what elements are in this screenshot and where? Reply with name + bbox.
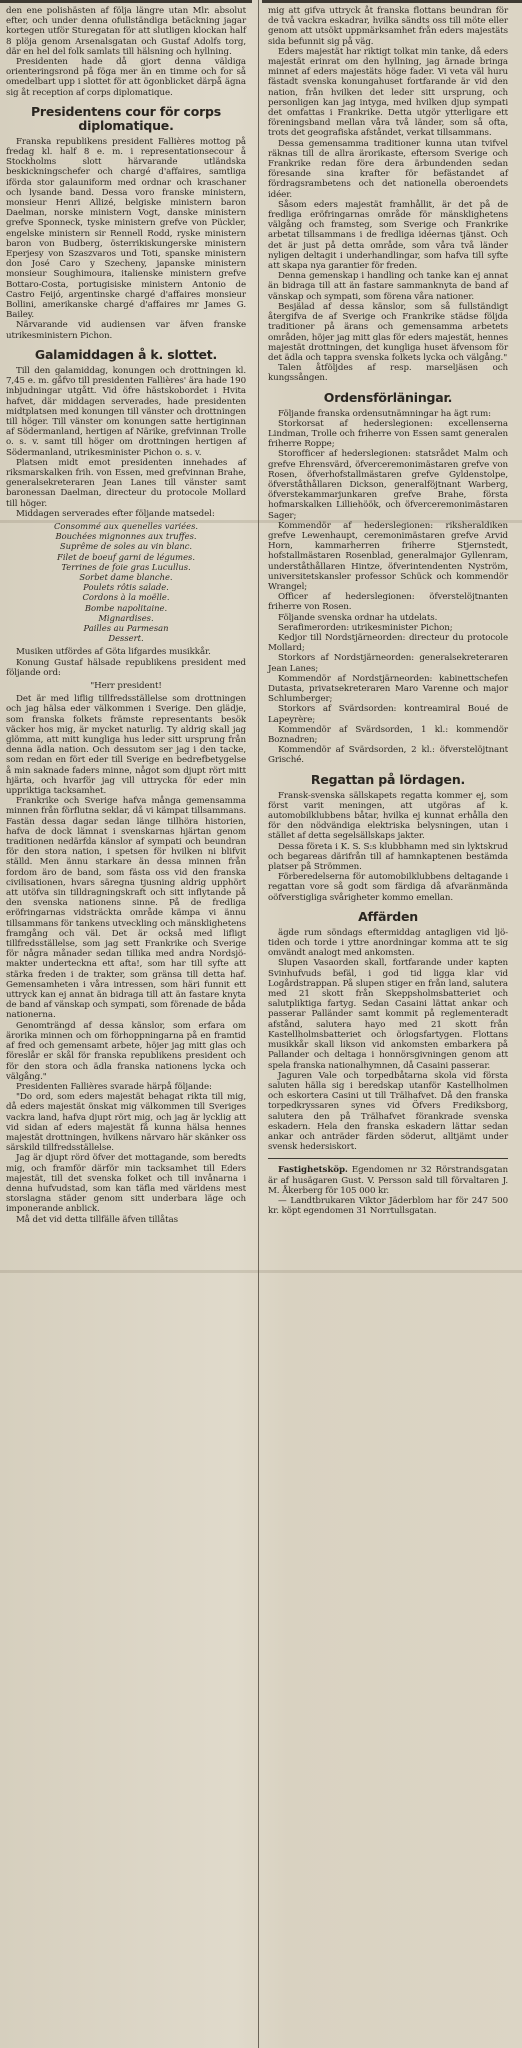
article-paragraph: Franska republikens president Fallières mottog på fredag kl. half 8 e. m. i representationsecour å Stockholms slott härvarande utländska beskickningschefer och chargé d'affaires, samtliga iförda stor galauniform med ordnar och kraschaner och lysande band. Dessa voro franske ministern, monsieur Henri Allizé, belgiske ministern baron Daelman, norske ministern Vogt, danske ministern grefve Sponneck, tyske ministern grefve von Pückler, engelske ministern sir Rennell Rodd, ryske ministern baron von Budberg, österrikiskungerske ministern Eperjesy von Szaszvaros und Toti, spanske ministern don José Caro y Szecheny, japanske ministern monsieur Soughimoura, italienske ministern grefve Bottaro-Costa, portugisiske ministern Antonio de Castro Feijó, argentinske chargé d'affaires monsieur Bollini, amerikanske chargé d'affaires mr James G. Bailey. <box>6 136 246 321</box>
menu-item: Dessert. <box>108 633 144 644</box>
left-column <box>0 0 252 1225</box>
menu-item: Terrines de foie gras Lucullus. <box>61 561 191 572</box>
speech-paragraph: "Do ord, som eders majestät behagat rikta till mig, då eders majestät önskat mig välkommen till Sveriges vackra land, hafva djupt rört mig, och jag är lycklig att vid sidan af eders majestät få kunna hälsa hennes majestät drottningen, hvilkens närvaro här skänker oss särskild tillfredsställelse. <box>6 1092 246 1154</box>
article-paragraph: Kommendör af Svärdsorden, 1 kl.: kommendör Boznadren; <box>268 724 508 746</box>
speech-paragraph: Såsom eders majestät framhållit, är det på de fredliga eröfringarnas område för mänsklighetens välgång och framsteg, som Sverige och Frankrike arbetat tillsammans i de fredliga idéernas tjänst. Och det är just på detta område, som våra två länder nyligen deltagit i underhandlingar, som hafva till syfte att skapa nya garantier för freden. <box>268 199 508 272</box>
article-paragraph: Storofficer af hederslegionen: statsrådet Malm och grefve Ehrensvärd, öfverceremonimästaren grefve von Rosen, öfverhofstallmästaren grefve Gyldenstolpe, öfverståthållaren Dickson, generalföjtnant Warberg, öfverstekammarjunkaren grefve Brahe, första hofmarskalken Lilliehöök, och öfverceremonimästaren Sager; <box>268 449 508 521</box>
menu-list <box>6 521 246 643</box>
menu-item: Pailles au Parmesan <box>83 622 169 633</box>
article-paragraph: Konung Gustaf hälsade republikens president med följande ord: <box>6 657 246 678</box>
paper-fold <box>0 1270 522 1273</box>
menu-item: Bombe napolitaine. <box>84 602 168 613</box>
notice-paragraph <box>268 1165 508 1196</box>
speech-paragraph: Besjälad af dessa känslor, som så fullständigt återgifva de af Sverige och Frankrike städse följda traditioner på ärans och gemensamma arbetets områden, höjer jag mitt glas för eders majestät, hennes majestät drottningen, det kungliga huset äfvensom för det ädla och tappra svenska folkets lycka och välgång." <box>268 301 508 363</box>
article-paragraph: Förberedelserna för automobilklubbens deltagande i regattan vore så godt som färdiga då afvaränmända oöfverstigliga svårigheter kommo emellan. <box>268 872 508 903</box>
article-paragraph: Storkorsat af hederslegionen: excellenserna Lindman, Trolle och friherre von Essen samt generalen friherre Roppe; <box>268 418 508 450</box>
menu-item: Filet de boeuf garni de légumes. <box>57 551 195 562</box>
menu-item: Cordons à la moëlle. <box>82 592 170 603</box>
speech-paragraph: Det är med liflig tillfredsställelse som drottningen och jag hälsa eder välkommen i Sverige. Den glädje, som franska folkets främste representants besök väcker hos mig, är mycket naturlig. Ty aldrig skall jag glömma, att mitt kungliga hus leder sitt ursprung från denna ädla nation. Och dessutom ser jag i den tacke, som redan en fört eder till Sverige en bedrefbetygelse å min saknade faders minne, något som djupt rört mitt hjärta, och hvarför jag vill uttrycka för eder min uppriktiga tacksamhet. <box>6 694 246 797</box>
speech-paragraph: Dessa gemensamma traditioner kunna utan tvifvel räknas till de allra ärorikaste, eftersom Sverige och Frankrike redan före dera ärbundenden sedan föresande sina krafter för befästandet af fördragsrambetens och det nationella oberoendets idéer. <box>268 138 508 200</box>
speech-paragraph: Jag är djupt rörd öfver det mottagande, som beredts mig, och framför därför min tacksamhet till Eders majestät, till det svenska folket och till invånarna i denna hufvudstad, som kan täfla med världens mest storslagna städer genom sitt underbara läge och imponerande anblick. <box>6 1153 246 1215</box>
article-paragraph: den ene polishästen af följa längre utan Mlr. absolut efter, och under denna ofullständiga betäckning jagar kortegen utför Sturegatan för att slutligen klockan half 8 plöja genom Arsenalsgatan och Gustaf Adolfs torg, där en hel del folk samlats till hälsning och hyllning. <box>6 6 246 57</box>
speech-paragraph: Eders majestät har riktigt tolkat min tanke, då eders majestät erinrat om den hyllning, jag ärnade bringa minnet af eders majestäts höge fader. Vi veta väl huru fästadt svenska konungahuset fortfarande är vid den nation, från hvilken det leder sitt ursprung, och personligen kan jag intyga, med hvilken djup sympati det omfattas i Frankrike. Detta utgör ytterligare ett föreningsband mellan våra två länder, som så ofta, trots det geografiska afståndet, verkat tillsammans. <box>268 46 508 139</box>
article-paragraph: Kommendör af Nordstjärneorden: kabinettschefen Dutasta, privatsekreteraren Maro Varenne och major Schlumberger; <box>268 673 508 705</box>
menu-item: Bouchées mignonnes aux truffes. <box>55 531 197 542</box>
menu-item: Consommé aux quenelles variées. <box>53 520 199 531</box>
menu-item: Suprême de soles au vin blanc. <box>59 541 193 552</box>
notice-lead: Fastighetsköp. <box>278 1165 348 1176</box>
article-paragraph: Presidenten Fallières svarade härpå följande: <box>16 1081 212 1092</box>
article-paragraph: Närvarande vid audiensen var äfven franske utrikesministern Pichon. <box>6 320 246 341</box>
article-paragraph: Till den galamiddag, konungen och drottningen kl. 7,45 e. m. gåfvo till presidenten Fallières' ära hade 190 inbjudningar utgått. Vid öfre hästskobordet i Hvita hafvet, där middagen serverades, hade presidenten midtplatsen med konungen till vänster och drottningen till höger. Till vänster om konungen satte hertiginnan af Södermanland, hertigen af Närike, grefvinnan Trolle o. s. v. samt till höger om drottningen hertigen af Södermanland, utrikesminister Pichon o. s. v. <box>6 365 246 458</box>
section-heading: Affärden <box>358 908 418 924</box>
article-paragraph: Talen åtföljdes af resp. marseljäsen och kungssången. <box>268 363 508 384</box>
article-paragraph: Middagen serverades efter följande matsedel: <box>16 508 215 519</box>
notice-paragraph: — Landtbrukaren Viktor Jäderblom har för 247 500 kr. köpt egendomen 31 Norrtullsgatan. <box>268 1195 508 1217</box>
article-paragraph: Fransk-svenska sällskapets regatta kommer ej, som först varit meningen, att utgöras af k. automobilklubbens båtar, hvilka ej kunnat erhålla den för den nödvändiga elektriska belysningen, utan i stället af detta segelsällskaps jakter. <box>268 790 508 842</box>
speech-salutation: "Herr president! <box>90 680 162 691</box>
article-paragraph: Jaguren Vale och torpedbåtarna skola vid första saluten hälla sig i beredskap utanför Kastellholmen och eskortera Casini ut till Trälhafvet. Då den franska torpedkryssaren synes vid Öfvers Frediksborg, salutera den på Trälhafvet förankrade svenska eskadern. Hela den franska eskadern lättar sedan ankar och anträder färden söderut, alltjämt under svensk hedersiskort. <box>268 1070 508 1153</box>
speech-paragraph: Genomträngd af dessa känslor, som erfara om ärorika minnen och om förhoppningarna på en framtid af fred och gemensamt arbete, höjer jag mitt glas och föreslår er skål för franska republikens president och för den stora och ädla franska nationens lycka och välgång." <box>6 1020 246 1082</box>
menu-item: Mignardises. <box>98 612 154 623</box>
article-paragraph: Följande franska ordensutnämningar ha ägt rum: <box>278 408 492 419</box>
article-paragraph: Följande svenska ordnar ha utdelats. <box>278 612 438 623</box>
article-paragraph: Officer af hederslegionen: öfverstelöjtnanten friherre von Rosen. <box>268 592 508 613</box>
article-paragraph: Platsen midt emot presidenten innehades af riksmarskalken frih. von Essen, med grefvinnan Brahe, generalsekreteraren Jean Lanes till vänster samt baronessan Daelman, directeur du protocole Mollard till höger. <box>6 457 246 509</box>
article-paragraph: Storkors af Svärdsorden: kontreamiral Boué de Lapeyrère; <box>268 704 508 725</box>
column-rule <box>258 0 259 2048</box>
speech-paragraph: mig att gifva uttryck åt franska flottans beundran för de två vackra eskadrar, hvilka sändts oss till möte eller genom att utsökt uppmärksamhet från eders majestäts sida befunnit sig på väg. <box>268 6 508 47</box>
article-paragraph: Storkors af Nordstjärneorden: generalsekreteraren Jean Lanes; <box>268 653 508 674</box>
section-heading: Galamiddagen å k. slottet. <box>34 346 218 362</box>
notice-text: Egendomen nr 32 Rörstrandsgatan är af husägaren Gust. V. Persson sald till förvaltaren J. M. Åkerberg för 105 000 kr. <box>268 1165 508 1196</box>
menu-item: Poulets rôtis salade. <box>83 582 169 593</box>
section-divider <box>268 1158 508 1159</box>
speech-paragraph: Frankrike och Sverige hafva många gemensamma minnen från förflutna seklar, då vi kämpat tillsammans. Fastän dessa dagar sedan länge tillhöra historien, hafva de dock lämnat i svenskarnas hjärtan genom traditionen nedärfda känslor af sympati och beundran för den stora nation, i spetsen för hvilken ni blifvit ställd. Men ännu starkare än dessa minnen från fordom äro de band, som fästa oss vid den franska civilisationen, hvars säregna tjusning aldrig upphört att utöfva sin tilldragningskraft och sitt inflytande på den svenska nationens sinne. På de fredliga eröfringarnas vidsträckta område kämpa vi ännu tillsammans för tankens utveckling och mänsklighetens framgång och väl. Det är också med lifligt tillfredsställelse, som jag sett Frankrike och Sverige för några månader sedan tillika med andra Nordsjö-makter underteckna ett afta!, som har till syfte att stärka freden i de trakter, som gränsa till detta haf. Gemensamheten i våra intressen, som häri funnit ett uttryck kan ej annat än bidraga till att än fastare knyta de band af vänskap och sympati, som förenade de båda nationerna. <box>6 796 246 1021</box>
section-heading: Regattan på lördagen. <box>310 771 466 787</box>
article-paragraph: Serafimerorden: utrikesminister Pichon; <box>278 622 453 633</box>
article-paragraph: Presidenten hade då gjort denna väldiga orienteringsrond på föga mer än en timme och for så omedelbart upp i slottet för att ögonblicket därpå ägna sig åt reception af corps diplomatique. <box>6 57 246 98</box>
article-paragraph: Slupen Vasaorden skall, fortfarande under kapten Svinhufvuds befäl, i god tid ligga klar vid Logårdstrappan. På slupen stiger en från land, salutera med 21 skott från Skeppsholmsbatteriet och salutpliktiga fartyg. Sedan Casaini lättat ankar och passerar Palländer samt kommit på reglementeradt afstånd, salutera hayo med 21 skott från Kastellholmsbatteriet och örlogsfartygen. Flottans musikkår skall likson vid ankomsten embarkera på Pallander och deltaga i honnörsgivningen genom att spela franska nationalhymnen, då Casaini passerar. <box>268 958 508 1071</box>
section-heading: Ordensförläningar. <box>323 389 453 405</box>
article-paragraph: ägde rum söndags eftermiddag antagligen vid ljö-tiden och torde i yttre anordningar komma att te sig omvändt analogt med ankomsten. <box>268 927 508 959</box>
section-heading: Presidentens cour för corps diplomatique. <box>30 103 222 133</box>
article-paragraph: Dessa företa i K. S. S:s klubbhamn med sin lyktskrud och begareas därifrån till af hamnkaptenen bestämda platser på Strömmen. <box>268 841 508 873</box>
right-column <box>262 0 514 1216</box>
article-paragraph: Musiken utfördes af Göta lifgardes musikkår. <box>16 647 211 658</box>
article-paragraph: Kommendör af Svärdsorden, 2 kl.: öfverstelöjtnant Grisché. <box>268 745 508 766</box>
article-paragraph: Kedjor till Nordstjärneorden: directeur du protocole Mollard; <box>268 632 508 654</box>
speech-paragraph: Denna gemenskap i handling och tanke kan ej annat än bidraga till att än fastare sammanknyta de band af vänskap och sympati, som förena våra nationer. <box>268 271 508 302</box>
menu-item: Sorbet dame blanche. <box>79 571 173 582</box>
article-paragraph: Kommendör af hederslegionen: riksheraldiken grefve Lewenhaupt, ceremonimästaren grefve Arvid Horn, kammarherren friherre Stjernstedt, hofstallmästaren Rosenblad, generalmajor Gyllenram, underståthållaren Hintze, öfverintendenten Nyström, universitetskansler professor Schück och kommendör Wrangel; <box>268 520 508 592</box>
speech-paragraph: Må det vid detta tillfälle äfven tillåtas <box>16 1214 178 1225</box>
